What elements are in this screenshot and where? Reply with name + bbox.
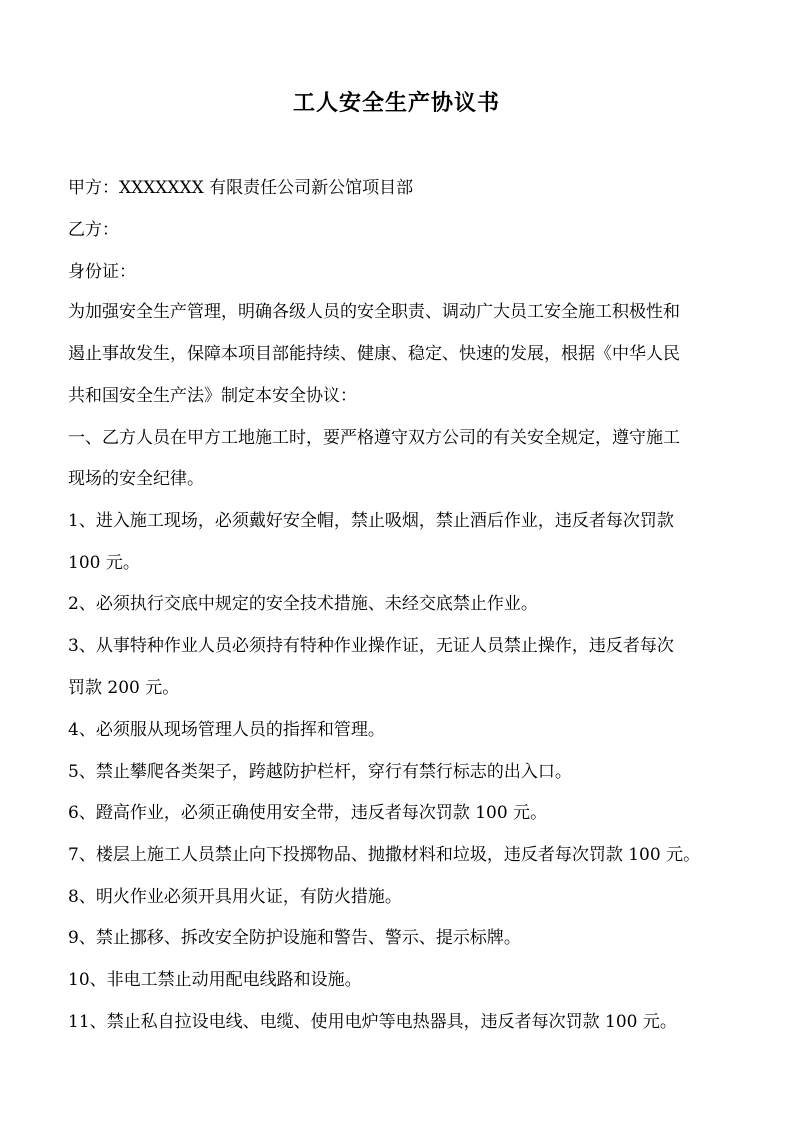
clause-8: 8、明火作业必须开具用火证，有防火措施。 xyxy=(68,887,402,907)
clause-3-line-2: 罚款 200 元。 xyxy=(68,678,180,698)
clause-11: 11、禁止私自拉设电线、电缆、使用电炉等电热器具，违反者每次罚款 100 元。 xyxy=(68,1012,677,1032)
section-1-line-1: 一、乙方人员在甲方工地施工时，要严格遵守双方公司的有关安全规定，遵守施工 xyxy=(68,428,680,448)
party-b-line: 乙方： xyxy=(68,220,119,240)
clause-1-line-1: 1、进入施工现场，必须戴好安全帽，禁止吸烟，禁止酒后作业，违反者每次罚款 xyxy=(68,511,674,531)
document-title: 工人安全生产协议书 xyxy=(292,90,500,116)
clause-2: 2、必须执行交底中规定的安全技术措施、未经交底禁止作业。 xyxy=(68,594,538,614)
clause-5: 5、禁止攀爬各类架子，跨越防护栏杆，穿行有禁行标志的出入口。 xyxy=(68,762,572,782)
clause-10: 10、非电工禁止动用配电线路和设施。 xyxy=(68,970,362,990)
clause-6: 6、蹬高作业，必须正确使用安全带，违反者每次罚款 100 元。 xyxy=(68,803,548,823)
clause-7: 7、楼层上施工人员禁止向下投掷物品、抛撒材料和垃圾，违反者每次罚款 100 元。 xyxy=(68,845,701,865)
clause-4: 4、必须服从现场管理人员的指挥和管理。 xyxy=(68,720,385,740)
id-card-line: 身份证： xyxy=(68,262,136,282)
preamble-line-2: 遏止事故发生，保障本项目部能持续、健康、稳定、快速的发展，根据《中华人民 xyxy=(68,344,680,364)
party-a-line: 甲方：XXXXXXX 有限责任公司新公馆项目部 xyxy=(68,178,414,198)
preamble-line-3: 共和国安全生产法》制定本安全协议： xyxy=(68,386,357,406)
clause-1-line-2: 100 元。 xyxy=(68,553,140,573)
preamble-line-1: 为加强安全生产管理，明确各级人员的安全职责、调动广大员工安全施工积极性和 xyxy=(68,302,680,322)
clause-3-line-1: 3、从事特种作业人员必须持有特种作业操作证，无证人员禁止操作，违反者每次 xyxy=(68,636,674,656)
section-1-line-2: 现场的安全纪律。 xyxy=(68,469,204,489)
clause-9: 9、禁止挪移、拆改安全防护设施和警告、警示、提示标牌。 xyxy=(68,928,521,948)
